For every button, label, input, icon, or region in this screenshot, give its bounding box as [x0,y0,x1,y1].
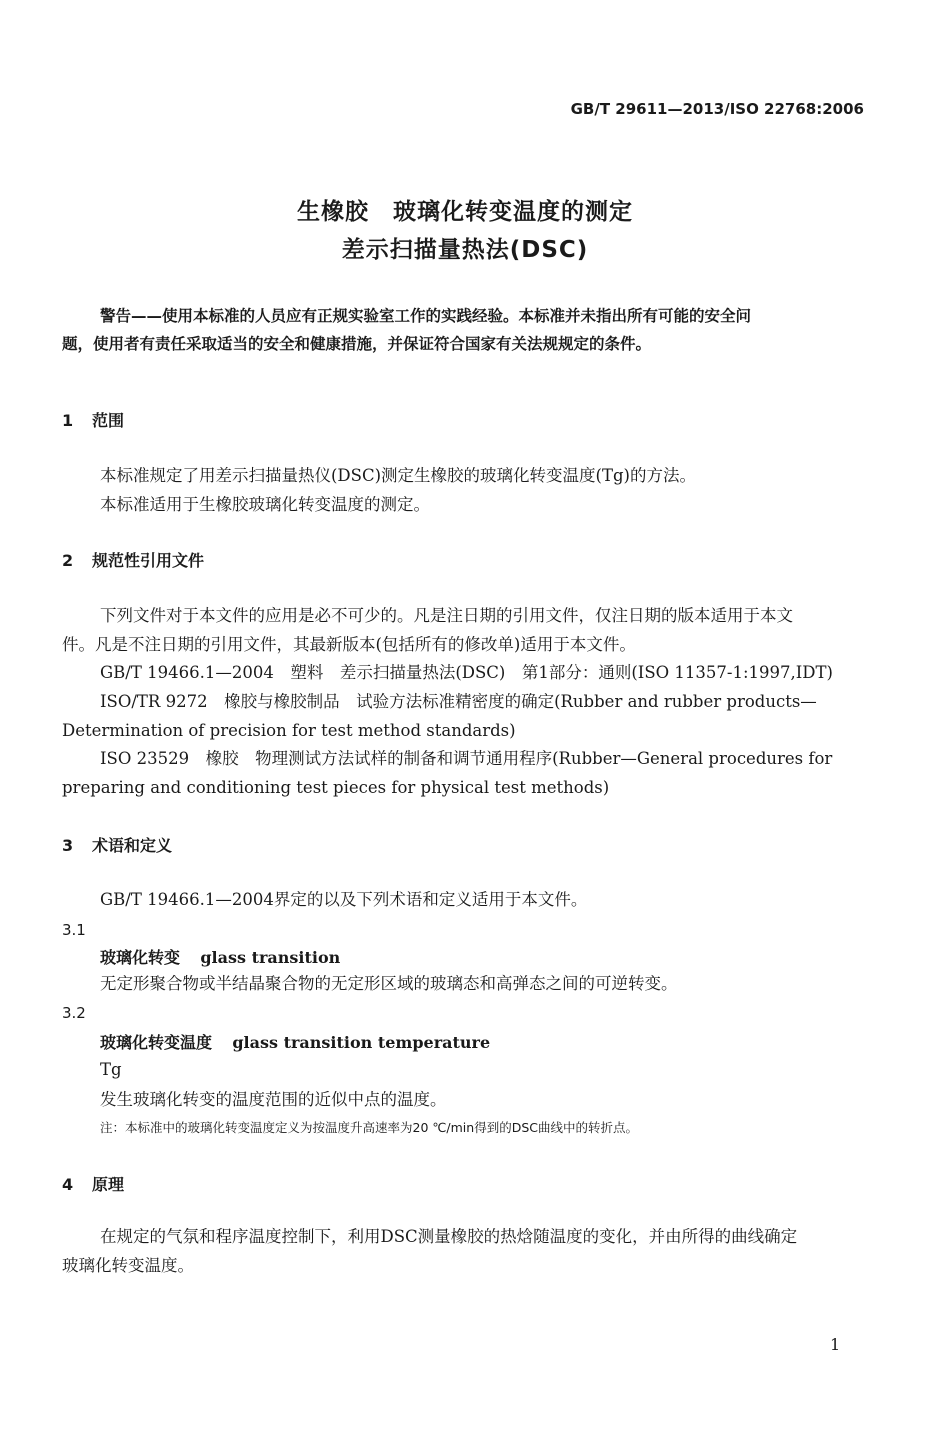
term-2-definition: 发生玻璃化转变的温度范围的近似中点的温度。 [100,1090,447,1109]
section-2-intro [62,602,864,659]
warning-block [62,302,864,358]
term-1-name [100,945,340,968]
section-3-title: 术语和定义 [92,836,173,855]
term-1-en: glass transition [200,948,341,967]
term-2-note: 注：本标准中的玻璃化转变温度定义为按温度升高速率为20 ℃/min得到的DSC曲线中的转折点。 [100,1120,638,1135]
term-1-zh: 玻璃化转变 [100,948,181,967]
section-1-number: 1 [62,411,74,430]
term-2-symbol: Tg [100,1060,122,1079]
term-2-number: 3.2 [62,1004,86,1022]
term-2-en: glass transition temperature [232,1033,491,1052]
page-number: 1 [830,1335,841,1354]
section-4-line-1: 在规定的气氛和程序温度控制下，利用DSC测量橡胶的热焓随温度的变化，并由所得的曲线确定 [100,1227,798,1246]
section-2-title: 规范性引用文件 [92,551,205,570]
section-2-heading [62,548,204,571]
warning-line-1: 警告——使用本标准的人员应有正规实验室工作的实践经验。本标准并未指出所有可能的安全问 [100,307,752,325]
section-4-number: 4 [62,1175,74,1194]
reference-3-line-2: preparing and conditioning test pieces for physical test methods) [62,777,610,797]
reference-3 [62,745,864,802]
section-2-intro-line-2: 件。凡是不注日期的引用文件，其最新版本(包括所有的修改单)适用于本文件。 [62,634,636,654]
reference-2 [62,688,864,745]
reference-3-line-1: ISO 23529 橡胶 物理测试方法试样的制备和调节通用程序(Rubber—General procedures for [100,749,833,768]
section-1-title: 范围 [92,411,125,430]
section-2-intro-line-1: 下列文件对于本文件的应用是必不可少的。凡是注日期的引用文件，仅注日期的版本适用于本文 [100,606,793,625]
section-3-intro: GB/T 19466.1—2004界定的以及下列术语和定义适用于本文件。 [100,890,588,909]
section-4-line-2: 玻璃化转变温度。 [62,1255,194,1275]
page-subtitle: 差示扫描量热法(DSC) [341,237,589,263]
section-2-number: 2 [62,551,74,570]
reference-2-line-2: Determination of precision for test method standards) [62,720,516,740]
section-4-paragraph [62,1223,864,1280]
section-1-heading [62,408,124,431]
term-1-definition: 无定形聚合物或半结晶聚合物的无定形区域的玻璃态和高弹态之间的可逆转变。 [100,974,678,993]
section-1-paragraph-1: 本标准规定了用差示扫描量热仪(DSC)测定生橡胶的玻璃化转变温度(Tg)的方法。 [100,466,696,485]
section-3-number: 3 [62,836,74,855]
section-4-title: 原理 [92,1175,125,1194]
standard-code: GB/T 29611—2013/ISO 22768:2006 [570,100,864,118]
term-2-zh: 玻璃化转变温度 [100,1033,213,1052]
page-title: 生橡胶 玻璃化转变温度的测定 [297,199,633,225]
section-3-heading [62,833,172,856]
section-1-paragraph-2: 本标准适用于生橡胶玻璃化转变温度的测定。 [100,495,430,514]
term-2-name [100,1030,490,1053]
reference-1: GB/T 19466.1—2004 塑料 差示扫描量热法(DSC) 第1部分：通则(ISO 11357-1:1997,IDT) [100,663,833,682]
reference-2-line-1: ISO/TR 9272 橡胶与橡胶制品 试验方法标准精密度的确定(Rubber and rubber products— [100,692,817,711]
term-1-number: 3.1 [62,921,86,939]
section-4-heading [62,1172,124,1195]
warning-line-2: 题，使用者有责任采取适当的安全和健康措施，并保证符合国家有关法规规定的条件。 [62,335,652,353]
